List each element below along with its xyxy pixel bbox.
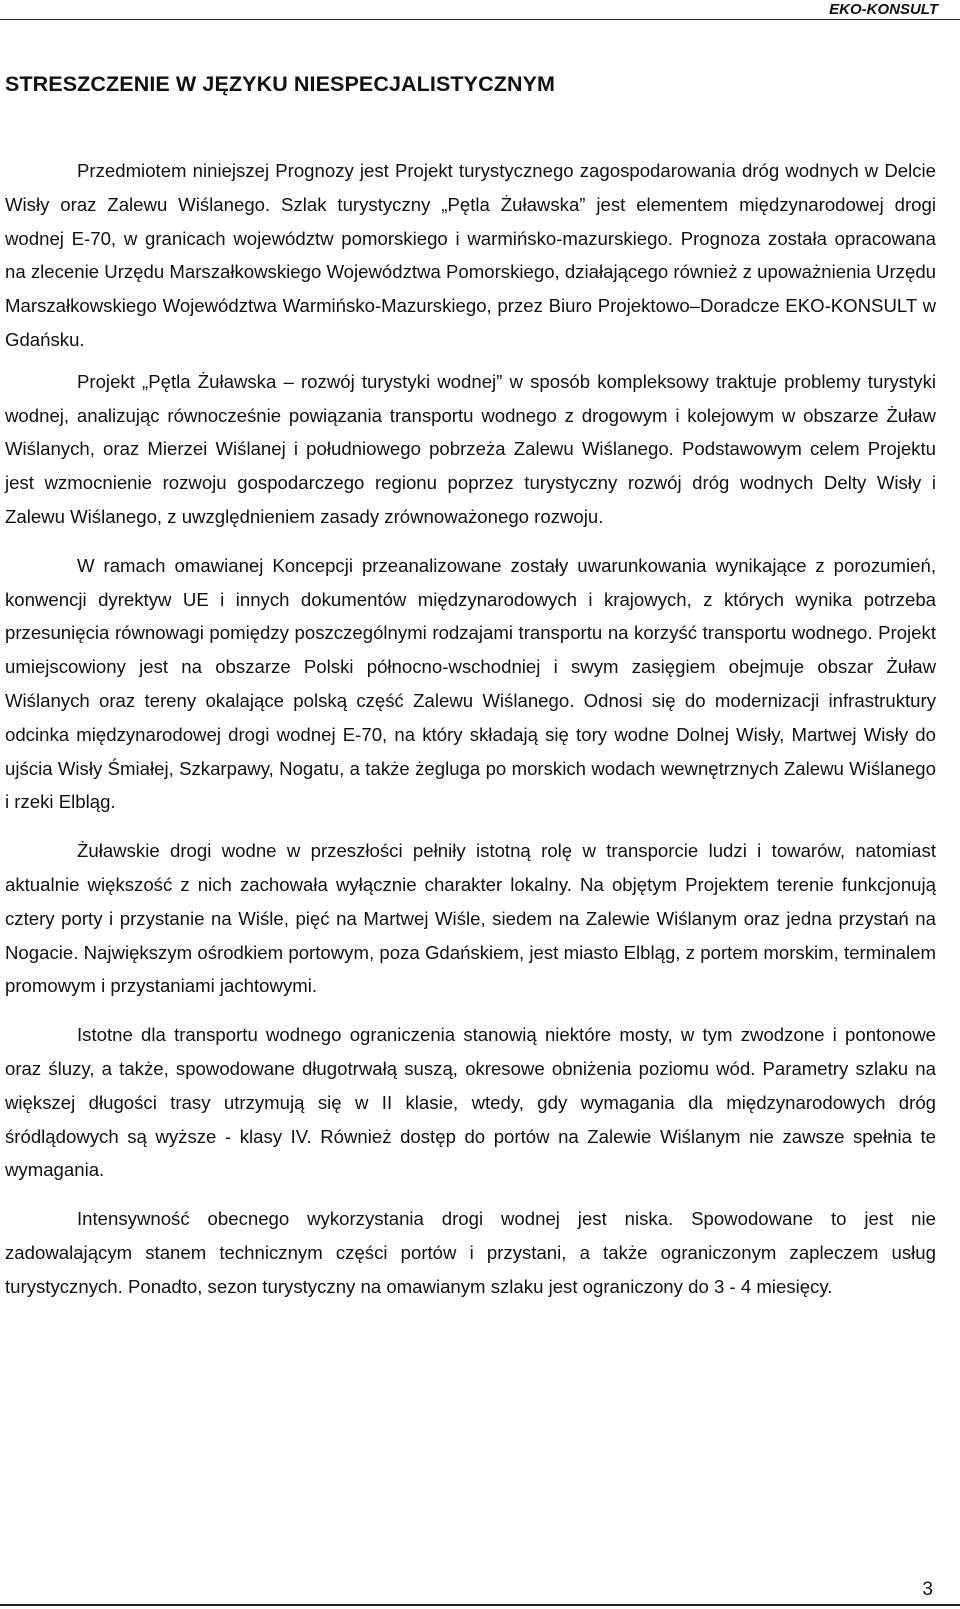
header-company-name: EKO-KONSULT: [829, 1, 938, 18]
footer-divider: [0, 1604, 960, 1606]
paragraph-6: Intensywność obecnego wykorzystania drogi wodnej jest niska. Spowodowane to jest nie zadowalającym stanem technicznym części portów i przystani, a także ograniczonym zapleczem usług turystycznych. Ponadto, sezon turystyczny na omawianym szlaku jest ograniczony do 3 - 4 miesięcy.: [5, 1208, 936, 1297]
page-number: 3: [922, 1579, 933, 1600]
header-divider: [0, 19, 960, 20]
paragraph-4: Żuławskie drogi wodne w przeszłości pełniły istotną rolę w transporcie ludzi i towarów, natomiast aktualnie większość z nich zachowała wyłącznie charakter lokalny. Na objętym Projektem terenie funkcjonują cztery porty i przystanie na Wiśle, pięć na Martwej Wiśle, siedem na Zalewie Wiślanym oraz jedna przystań na Nogacie. Największym ośrodkiem portowym, poza Gdańskiem, jest miasto Elbląg, z portem morskim, terminalem promowym i przystaniami jachtowymi.: [5, 840, 936, 997]
paragraph-5: Istotne dla transportu wodnego ograniczenia stanowią niektóre mosty, w tym zwodzone i pontonowe oraz śluzy, a także, spowodowane długotrwałą suszą, okresowe obniżenia poziomu wód. Parametry szlaku na większej długości trasy utrzymują się w II klasie, wtedy, gdy wymagania dla międzynarodowych dróg śródlądowych są wyższe - klasy IV. Również dostęp do portów na Zalewie Wiślanym nie zawsze spełnia te wymagania.: [5, 1024, 936, 1181]
paragraph-1: Przedmiotem niniejszej Prognozy jest Projekt turystycznego zagospodarowania dróg wodnych w Delcie Wisły oraz Zalewu Wiślanego. Szlak turystyczny „Pętla Żuławska” jest elementem międzynarodowej drogi wodnej E-70, w granicach województw pomorskiego i warmińsko-mazurskiego. Prognoza została opracowana na zlecenie Urzędu Marszałkowskiego Województwa Pomorskiego, działającego również z upoważnienia Urzędu Marszałkowskiego Województwa Warmińsko-Mazurskiego, przez Biuro Projektowo–Doradcze EKO-KONSULT w Gdańsku.: [5, 160, 936, 350]
paragraph-3: W ramach omawianej Koncepcji przeanalizowane zostały uwarunkowania wynikające z porozumień, konwencji dyrektyw UE i innych dokumentów międzynarodowych i krajowych, z których wynika potrzeba przesunięcia równowagi pomiędzy poszczególnymi rodzajami transportu na korzyść transportu wodnego. Projekt umiejscowiony jest na obszarze Polski północno-wschodniej i swym zasięgiem obejmuje obszar Żuław Wiślanych oraz tereny okalające polską część Zalewu Wiślanego. Odnosi się do modernizacji infrastruktury odcinka międzynarodowej drogi wodnej E-70, na który składają się tory wodne Dolnej Wisły, Martwej Wisły do ujścia Wisły Śmiałej, Szkarpawy, Nogatu, a także żegluga po morskich wodach wewnętrznych Zalewu Wiślanego i rzeki Elbląg.: [5, 554, 936, 813]
paragraph-2: Projekt „Pętla Żuławska – rozwój turystyki wodnej” w sposób kompleksowy traktuje problemy turystyki wodnej, analizując równocześnie powiązania transportu wodnego z drogowym i kolejowym w obszarze Żuław Wiślanych, oraz Mierzei Wiślanej i południowego pobrzeża Zalewu Wiślanego. Podstawowym celem Projektu jest wzmocnienie rozwoju gospodarczego regionu poprzez turystyczny rozwój dróg wodnych Delty Wisły i Zalewu Wiślanego, z uwzględnieniem zasady zrównoważonego rozwoju.: [5, 370, 936, 527]
document-title: STRESZCZENIE W JĘZYKU NIESPECJALISTYCZNYM: [5, 72, 556, 96]
document-body: [5, 154, 936, 1304]
